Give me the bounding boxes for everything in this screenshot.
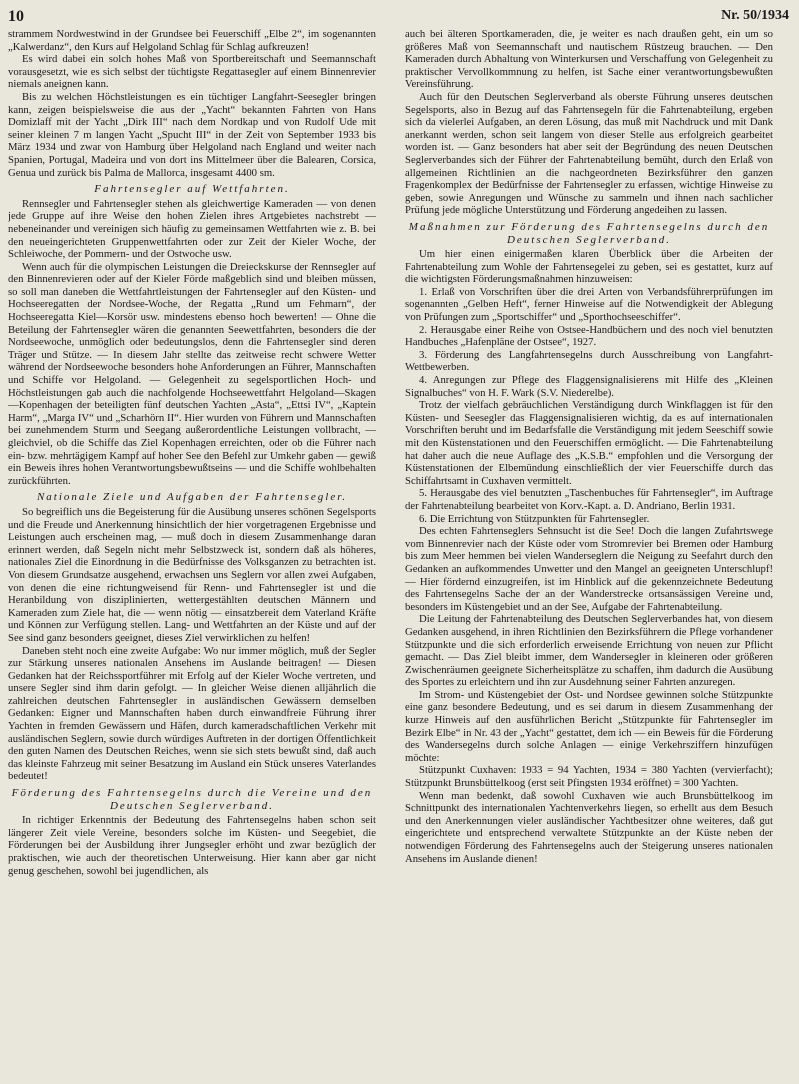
paragraph: So begreiflich uns die Begeisterung für die Ausübung unseres schönen Segelsports und die Freude und Anerkennung hinsichtlich der hier vorgetragenen Ergebnisse und Leistungen auch erscheinen mag, — muß doch in diesem Zusammenhange daran erinnert werden, daß Segeln nicht mehr Selbstzweck ist, sondern daß als höheres, nationales Ziel die Einordnung in die Bedürfnisse des Volksganzen zu betrachten ist. Von diesem Grundsatze ausgehend, erwachsen uns Seglern vor allen zwei Aufgaben, von denen die eine richtungweisend für Renn- und Fahrtensegler ist und die Heranbildung von disziplinierten, wettergestählten deutschen Männern und Kameraden zum Ziele hat, die — wenn nötig — einsatzbereit dem Vaterland Kräfte und Können zur Verfügung stellen. Lang- und Wettfahrten an der Küste und auf der See sind ganz besonders geeignet, dieses Ziel verwirklichen zu helfen!: [8, 505, 376, 644]
paragraph: Die Leitung der Fahrtenabteilung des Deutschen Seglerverbandes hat, von diesem Gedanken ausgehend, in ihren Richtlinien den Bezirksführern die Pflege vorhandener Stützpunkte und die sich erforderlich erweisende Errichtung von neuen zur Pflicht gemacht. — Das Ziel bleibt immer, dem Wandersegler in kleineren oder größeren Zwischenräumen geeignete Sicherheitsplätze zu schaffen, ihm dadurch die Ausübung des Sportes zu erleichtern und ihn zur Ausdehnung seiner Fahrten anzuregen.: [405, 613, 773, 689]
section-heading: Förderung des Fahrtensegelns durch die Vereine und den Deutschen Seglerverband.: [11, 787, 373, 812]
list-item: 1. Erlaß von Vorschriften über die drei Arten von Verbandsführerprüfungen im sogenannten „Gelben Heft“, ferner Hinweise auf die Notwendigkeit der Ablegung von Prüfungen zum „Sportschiffer“ und „Sporthochseeschiffer“.: [405, 285, 773, 324]
paragraph: Im Strom- und Küstengebiet der Ost- und Nordsee gewinnen solche Stützpunkte eine ganz besondere Bedeutung, und es sei darum in diesem Zusammenhang der kurze Hinweis auf den ausführlichen Bericht „Stützpunkte für Fahrtensegler im Bezirk Elbe“ in Nr. 43 der „Yacht“ gestattet, dem ich — ein Beweis für die Förderung des Wandersegelns durch solche Anlagen — einige Verkehrsziffern hinzufügen möchte:: [405, 688, 773, 764]
paragraph: Bis zu welchen Höchstleistungen es ein tüchtiger Langfahrt-Seesegler bringen kann, zeigen beispielsweise die aus der „Yacht“ bekannten Fahrten von Hans Domizlaff mit der Yacht „Dirk III“ nach dem Nordkap und von Rudolf Ude mit seiner kleinen 7 m langen Yacht „Spucht III“ in der Zeit von September 1933 bis März 1934 und zwar von Hamburg über Helgoland nach England und weiter nach Spanien, Portugal, Madeira und von dort ins Mittelmeer über die Balearen, Corsica, Genua und zurück bis Palma de Mallorca, insgesamt 4400 sm.: [8, 90, 376, 179]
list-item: 6. Die Errichtung von Stützpunkten für Fahrtensegler.: [419, 512, 650, 525]
section-heading: Maßnahmen zur Förderung des Fahrtensegelns durch den Deutschen Seglerverband.: [408, 220, 770, 246]
left-column: [8, 28, 376, 1078]
list-item: 2. Herausgabe einer Reihe von Ostsee-Handbüchern und des noch viel benutzten Handbuches „Hafenpläne der Ostsee“, 1927.: [405, 323, 773, 349]
right-column: [405, 28, 773, 1078]
paragraph: Stützpunkt Cuxhaven: 1933 = 94 Yachten, 1934 = 380 Yachten (vervierfacht); Stützpunkt Brunsbüttelkoog (erst seit Pfingsten 1934 eröffnet) = 300 Yachten.: [405, 764, 773, 790]
paragraph: Des echten Fahrtenseglers Sehnsucht ist die See! Doch die langen Zufahrtswege vom Binnenrevier nach der Küste oder vom Stromrevier bei Bremen oder Hamburg bis zum Meer hemmen bei vielen Wanderseglern die Neigung zu Seefahrt durch den Gedanken an aufkommendes Unwetter und den Mangel an geeigneten Unterschlupf! — Hier fördernd einzugreifen, ist im Hinblick auf die gekennzeichnete Bedeutung des Fahrtensegelns Sache der an der Wanderstrecke ortsansässigen Vereine und, besonders im Küstengebiet und an der See, Aufgabe der Fahrtenabteilung.: [405, 525, 773, 613]
section-heading: Fahrtensegler auf Wettfahrten.: [94, 183, 290, 196]
paragraph: Wenn auch für die olympischen Leistungen die Dreieckskurse der Rennsegler auf den Binnenrevieren oder auf der Kieler Förde maßgeblich sind und bleiben müssen, so soll man daneben die Wettfahrtleistungen der Fahrtensegler auf den Küsten- und Hochseeregatten der Nordsee-Woche, der Regatta „Rund um Fehmarn“, der Hochseeregatta Kiel—Korsör usw. mindestens ebenso hoch bewerten! — Ohne die Beteilung der Fahrtensegler wären die genannten Seewettfahrten, besonders die der Nordseewoche, unmöglich oder bedeutungslos, denn die Fahrtensegler sind deren Träger und Stütze. — In diesem Jahr stellte das zeitweise recht schwere Wetter während der Nordseewoche besonders hohe Anforderungen an Führer, Mannschaften und Schiffe vor Helgoland. — Gelegenheit zu segelsportlichen Hoch- und Höchstleistungen gab auch die nachfolgende Hochseewettfahrt Helgoland—Skagen—Kopenhagen der beteiligten fünf deutschen Yachten „Asta“, „Ettsi IV“, „Kaptein Harm“, „Marga IV“ und „Scharhörn II“. Hier wurden von Führern und Mannschaften bei zunehmendem Sturm und Seegang außerordentliche Leistungen vollbracht, — gleichviel, ob die Schiffe das Ziel Kopenhagen erreichten, oder ob die Führer nach ein- bzw. mehrtägigem Kampf auf hoher See den Befehl zur Umkehr gaben — gewiß ein Beweis ihres hohen Verantwortungsbewußtseins — und die Schiffe wohlbehalten zurückführten.: [8, 260, 376, 487]
paragraph: Es wird dabei ein solch hohes Maß von Sportbereitschaft und Seemannschaft vorausgesetzt, wie es sich selbst der tüchtigste Regattasegler auf einem Binnenrevier niemals aneignen kann.: [8, 53, 376, 91]
issue-number: Nr. 50/1934: [721, 8, 789, 23]
paragraph: auch bei älteren Sportkameraden, die, je weiter es nach draußen geht, ein um so größeres Maß von Seemannschaft und nautischem Rüstzeug brauchen. — Den Kameraden durch Abhaltung von Winterkursen und Verschaffung von Gelegenheit zu praktischer Vervollkommnung zu helfen, ist Sache einer verantwortungsbewußten Vereinsführung.: [405, 28, 773, 91]
paragraph: strammem Nordwestwind in der Grundsee bei Feuerschiff „Elbe 2“, im sogenannten „Kalwerdanz“, den Kurs auf Helgoland Schlag für Schlag aufkreuzen!: [8, 28, 376, 53]
list-item: 4. Anregungen zur Pflege des Flaggensignalisierens mit Hilfe des „Kleinen Signalbuches“ von H. F. Wark (S.V. Niederelbe).: [405, 374, 773, 399]
paragraph: Um hier einen einigermaßen klaren Überblick über die Arbeiten der Fahrtenabteilung zum Wohle der Fahrtensegelei zu geben, sei es gestattet, kurz auf die wichtigsten Förderungsmaßnahmen hinzuweisen:: [405, 248, 773, 286]
paragraph: In richtiger Erkenntnis der Bedeutung des Fahrtensegelns haben schon seit längerer Zeit viele Vereine, besonders solche im Küsten- und Seegebiet, die Förderungen bei der Ausbildung ihrer Jungsegler erhöht und zwar bezüglich der praktischen, wie auch der theoretischen Unterweisung. Hier kann aber gar nicht genug geschehen, sowohl bei jugendlichen, als: [8, 814, 376, 877]
list-item: 3. Förderung des Langfahrtensegelns durch Ausschreibung von Langfahrt-Wettbewerben.: [405, 348, 773, 374]
paragraph: Wenn man bedenkt, daß sowohl Cuxhaven wie auch Brunsbüttelkoog im Schnittpunkt des internationalen Yachtenverkehrs liegen, so erhellt aus dem Besuch und den Anerkennungen vieler ausländischer Yachtbesitzer ohne weiteres, daß gut eingerichtete und entsprechend verwaltete Stützpunkte an der Küste neben der notwendigen Förderung des Fahrtensegelns auch der Steigerung unseres nationalen Ansehens im Auslande dienen!: [405, 789, 773, 865]
paragraph: Daneben steht noch eine zweite Aufgabe: Wo nur immer möglich, muß der Segler zur Stärkung unseres nationalen Ansehens im Auslande beitragen! — Diesen Gedanken hat der Reichssportführer mit Erfolg auf der Kieler Woche vertreten, und unsere Segler sind ihm darin gefolgt. — In gleicher Weise dienen alljährlich die zahlreichen deutschen Fahrtensegler in ausländischen Gewässern demselben Gedanken: Eigner und Mannschaften haben durch einwandfreie Führung ihrer Yachten in fremden Gewässern und Häfen, durch kameradschaftlichen Verkehr mit ausländischen Seglern, sowie durch würdiges Auftreten in der dortigen Öffentlichkeit den guten Namen des Deutschen Reiches, wenn sie sich stets bewußt sind, daß auch das kleinste Fahrzeug mit seiner Besatzung im Ausland ein Stück unseres Vaterlandes bedeutet!: [8, 644, 376, 783]
paragraph: Rennsegler und Fahrtensegler stehen als gleichwertige Kameraden — von denen jede Gruppe auf ihre Weise den hohen Zielen ihres Artgebietes nachstrebt — nebeneinander und vereinigen sich häufig zu gemeinsamen Wettfahrten wie z. B. bei den neueingerichteten Gruppenwettfahrten oder zur Zeit der Kieler Woche, der Schleiwoche, der Pommern- und der Ostwoche usw.: [8, 197, 376, 261]
list-item: 5. Herausgabe des viel benutzten „Taschenbuches für Fahrtensegler“, im Auftrage der Fahrtenabteilung bearbeitet von Korv.-Kapt. a. D. Andriano, Berlin 1931.: [405, 487, 773, 512]
paragraph: Auch für den Deutschen Seglerverband als oberste Führung unseres deutschen Segelsports, also in Bezug auf das Fahrtensegeln für die Fahrtenabteilung, ergeben sich da vielerlei Aufgaben, an deren Lösung, das muß mit Nachdruck und mit Dank anerkannt werden, schon seit langem von dieser Stelle aus erfolgreich gearbeitet worden ist. — Ganz besonders hat aber seit der Begründung des neuen Deutschen Seglerverbandes sich der Führer der Fahrtenabteilung bemüht, durch den Erlaß von allgemeinen Richtlinien an die nachgeordneten Bezirksführer den ganzen Fragenkomplex der Bedürfnisse der Fahrtensegler zu erfassen, wichtige Hinweise zu geben, sowie Anregungen und Wünsche zu sammeln und ihnen nach sachlicher Prüfung jede mögliche Unterstützung und Förderung angedeihen zu lassen.: [405, 90, 773, 217]
page-number: 10: [8, 8, 24, 25]
page-header: [8, 6, 789, 28]
section-heading: Nationale Ziele und Aufgaben der Fahrtensegler.: [36, 491, 348, 504]
paragraph: Trotz der vielfach gebräuchlichen Verständigung durch Winkflaggen ist für den Küsten- und Seesegler das Flaggensignalisieren wichtig, da es auf internationalen Vorschriften beruht und im Bedarfsfalle die Verständigung mit jedem Seeschiff sowie mit den Küstenstationen und den Feuerschiffen ermöglicht. — Die Fahrtenabteilung hat daher auch die neue Auflage des „K.S.B.“ empfohlen und die Versorgung der Küstenstationen der Elbemündung einschließlich der vier Feuerschiffe durch das Schiffahrtsamt in Cuxhaven vermittelt.: [405, 399, 773, 487]
